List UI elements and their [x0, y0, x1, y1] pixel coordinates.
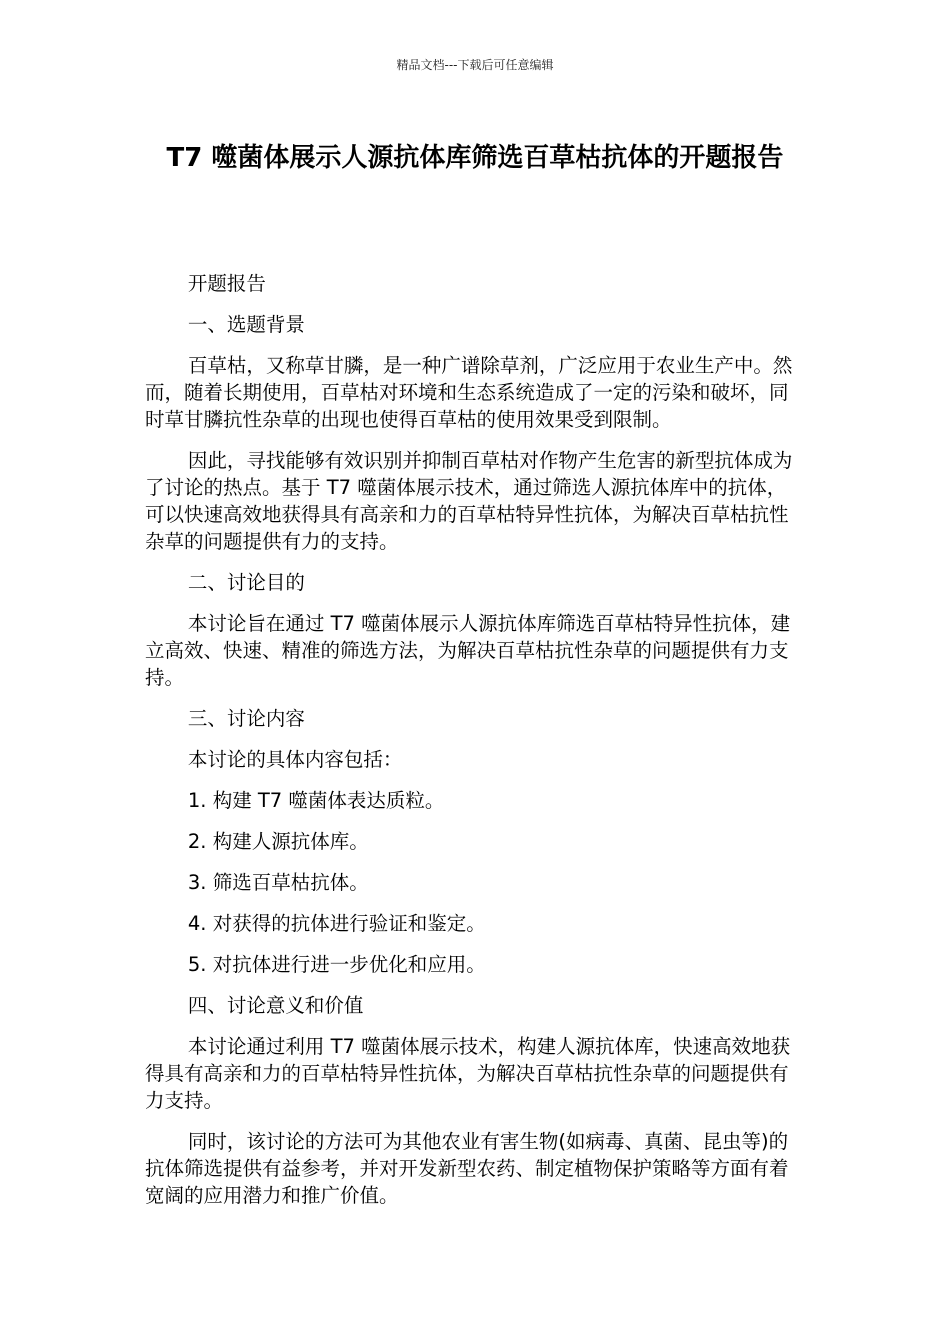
section-heading-purpose: 二、讨论目的 [187, 571, 305, 594]
document-body [145, 270, 805, 1223]
section-heading-significance: 四、讨论意义和价值 [187, 994, 364, 1017]
section-heading-content: 三、讨论内容 [187, 707, 305, 730]
paragraph: 本讨论通过利用 T7 噬菌体展示技术，构建人源抗体库，快速高效地获得具有高亲和力的百草枯特异性抗体，为解决百草枯抗性杂草的问题提供有力支持。 [145, 1035, 791, 1112]
paragraph: 百草枯，又称草甘膦，是一种广谱除草剂，广泛应用于农业生产中。然而，随着长期使用，百草枯对环境和生态系统造成了一定的污染和破坏，同时草甘膦抗性杂草的出现也使得百草枯的使用效果受到限制。 [145, 354, 793, 431]
paragraph: 本讨论的具体内容包括： [187, 748, 403, 771]
list-item: 5. 对抗体进行进一步优化和应用。 [187, 953, 486, 976]
paragraph: 因此，寻找能够有效识别并抑制百草枯对作物产生危害的新型抗体成为了讨论的热点。基于 T7 噬菌体展示技术，通过筛选人源抗体库中的抗体，可以快速高效地获得具有高亲和力的百草枯特异性抗体，为解决百草枯抗性杂草的问题提供有力的支持。 [145, 449, 793, 553]
list-item: 4. 对获得的抗体进行验证和鉴定。 [187, 912, 486, 935]
header-note: 精品文档---下载后可任意编辑 [396, 58, 554, 72]
paragraph: 同时，该讨论的方法可为其他农业有害生物(如病毒、真菌、昆虫等)的抗体筛选提供有益参考，并对开发新型农药、制定植物保护策略等方面有着宽阔的应用潜力和推广价值。 [145, 1130, 789, 1207]
list-item: 3. 筛选百草枯抗体。 [187, 871, 369, 894]
document-title: T7 噬菌体展示人源抗体库筛选百草枯抗体的开题报告 [166, 143, 784, 173]
list-item: 1. 构建 T7 噬菌体表达质粒。 [187, 789, 445, 812]
section-heading-background: 一、选题背景 [187, 313, 305, 336]
paragraph: 本讨论旨在通过 T7 噬菌体展示人源抗体库筛选百草枯特异性抗体，建立高效、快速、精准的筛选方法，为解决百草枯抗性杂草的问题提供有力支持。 [145, 612, 791, 689]
list-item: 2. 构建人源抗体库。 [187, 830, 369, 853]
paragraph-heading-report: 开题报告 [187, 272, 266, 295]
